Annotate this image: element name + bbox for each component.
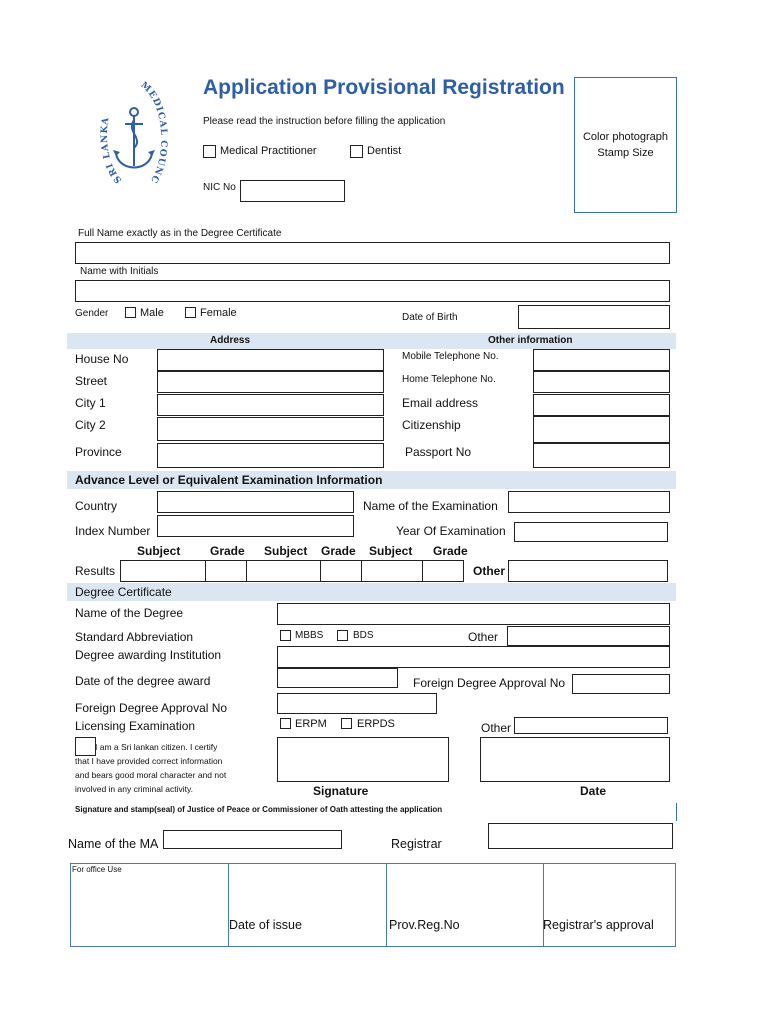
results-label: Results <box>75 564 116 578</box>
office-use-label: For office Use <box>72 865 122 874</box>
index-input[interactable] <box>157 515 354 537</box>
grade-header-2: Grade <box>321 544 356 558</box>
citizenship-input[interactable] <box>533 416 670 443</box>
photo-box <box>574 77 677 213</box>
home-phone-input[interactable] <box>533 371 670 393</box>
dentist-checkbox[interactable] <box>350 145 363 158</box>
dob-input[interactable] <box>518 305 670 329</box>
erpds-label: ERPDS <box>357 718 395 730</box>
gender-label: Gender <box>75 308 109 319</box>
degree-name-input[interactable] <box>277 603 670 625</box>
house-no-input[interactable] <box>157 349 384 371</box>
date-of-issue-label: Date of issue <box>229 918 302 932</box>
other-info-heading: Other information <box>488 335 573 346</box>
office-divider-3 <box>543 864 544 946</box>
full-name-label: Full Name exactly as in the Degree Certificate <box>78 228 282 239</box>
foreign-approval-input-left[interactable] <box>277 693 437 714</box>
female-checkbox[interactable] <box>185 307 196 318</box>
address-heading: Address <box>210 335 251 346</box>
declaration-line4: involved in any criminal activity. <box>75 784 193 794</box>
bds-label: BDS <box>353 630 374 641</box>
province-input[interactable] <box>157 443 384 468</box>
grade-2-input[interactable] <box>320 560 362 582</box>
citizenship-label: Citizenship <box>402 418 461 432</box>
mobile-label: Mobile Telephone No. <box>402 351 499 362</box>
city2-input[interactable] <box>157 417 384 441</box>
signature-box[interactable] <box>277 737 449 782</box>
email-input[interactable] <box>533 394 670 416</box>
svg-text:MEDICAL COUNCIL: MEDICAL COUNC <box>138 80 169 186</box>
subject-3-input[interactable] <box>361 560 423 582</box>
divider <box>676 803 677 821</box>
mbbs-label: MBBS <box>295 630 324 641</box>
passport-label: Passport No <box>405 445 472 459</box>
licensing-other-label: Other <box>481 721 512 735</box>
city1-label: City 1 <box>75 396 106 410</box>
jp-note: Signature and stamp(seal) of Justice of Peace or Commissioner of Oath attesting the application <box>75 805 443 814</box>
subject-header-1: Subject <box>137 544 181 558</box>
female-label: Female <box>200 307 237 319</box>
photo-line1: Color photograph <box>582 131 668 143</box>
declaration-checkbox[interactable] <box>75 737 96 756</box>
bds-checkbox[interactable] <box>337 630 348 641</box>
country-label: Country <box>75 499 118 513</box>
registrar-input[interactable] <box>488 823 673 849</box>
nic-input[interactable] <box>240 180 345 202</box>
province-label: Province <box>75 445 122 459</box>
office-use-table <box>70 863 676 947</box>
grade-header-3: Grade <box>433 544 468 558</box>
ma-name-input[interactable] <box>163 830 342 849</box>
registrar-approval-label: Registrar's approval <box>543 918 654 932</box>
declaration-line2: that I have provided correct information <box>75 756 223 766</box>
abbr-other-label: Other <box>468 630 499 644</box>
subject-1-input[interactable] <box>120 560 206 582</box>
abbr-label: Standard Abbreviation <box>75 630 194 644</box>
office-divider-2 <box>386 864 387 946</box>
registrar-label: Registrar <box>391 837 442 851</box>
full-name-input[interactable] <box>75 242 670 264</box>
address-band <box>67 333 676 349</box>
results-other-label: Other <box>473 564 506 578</box>
institution-input[interactable] <box>277 646 670 668</box>
house-no-label: House No <box>75 352 129 366</box>
male-checkbox[interactable] <box>125 307 136 318</box>
year-input[interactable] <box>514 522 668 542</box>
degree-name-label: Name of the Degree <box>75 606 184 620</box>
anchor-icon <box>100 80 170 192</box>
signature-label: Signature <box>313 784 369 798</box>
erpm-checkbox[interactable] <box>280 718 291 729</box>
email-label: Email address <box>402 396 479 410</box>
initials-label: Name with Initials <box>80 266 159 277</box>
abbr-other-input[interactable] <box>507 626 670 646</box>
form-title: Application Provisional Registration <box>203 76 565 99</box>
exam-name-label: Name of the Examination <box>363 499 498 513</box>
date-label: Date <box>580 784 607 798</box>
street-label: Street <box>75 374 108 388</box>
subject-2-input[interactable] <box>246 560 321 582</box>
grade-header-1: Grade <box>210 544 245 558</box>
institution-label: Degree awarding Institution <box>75 648 222 662</box>
licensing-other-input[interactable] <box>514 717 668 734</box>
foreign-approval-input-right[interactable] <box>572 674 670 694</box>
street-input[interactable] <box>157 371 384 393</box>
initials-input[interactable] <box>75 280 670 302</box>
degree-heading: Degree Certificate <box>75 585 172 599</box>
council-logo <box>100 80 170 192</box>
male-label: Male <box>140 307 164 319</box>
results-other-input[interactable] <box>508 560 668 582</box>
index-label: Index Number <box>75 524 151 538</box>
medical-practitioner-label: Medical Practitioner <box>220 145 317 157</box>
declaration-line1: I am a Sri lankan citizen. I certify <box>95 742 218 752</box>
instruction-text: Please read the instruction before filling the application <box>203 116 446 127</box>
exam-name-input[interactable] <box>508 491 670 513</box>
medical-practitioner-checkbox[interactable] <box>203 145 216 158</box>
foreign-approval-label-left: Foreign Degree Approval No <box>75 701 228 715</box>
office-divider-1 <box>228 864 229 946</box>
award-date-label: Date of the degree award <box>75 674 211 688</box>
award-date-input[interactable] <box>277 668 398 688</box>
grade-1-input[interactable] <box>205 560 247 582</box>
advance-level-heading: Advance Level or Equivalent Examination Information <box>75 473 383 487</box>
dentist-label: Dentist <box>367 145 402 157</box>
foreign-approval-label-right: Foreign Degree Approval No <box>413 676 566 690</box>
city2-label: City 2 <box>75 418 106 432</box>
country-input[interactable] <box>157 491 354 513</box>
photo-line2: Stamp Size <box>597 147 654 159</box>
passport-input[interactable] <box>533 443 670 468</box>
prov-reg-label: Prov.Reg.No <box>389 918 460 932</box>
subject-header-2: Subject <box>264 544 308 558</box>
svg-text:SRI LANKA: SRI LANKA <box>100 116 125 185</box>
declaration-line3: and bears good moral character and not <box>75 770 227 780</box>
mbbs-checkbox[interactable] <box>280 630 291 641</box>
dob-label: Date of Birth <box>402 312 458 323</box>
home-phone-label: Home Telephone No. <box>402 374 496 385</box>
subject-header-3: Subject <box>369 544 413 558</box>
erpm-label: ERPM <box>295 718 327 730</box>
nic-label: NIC No <box>203 182 236 193</box>
mobile-input[interactable] <box>533 349 670 371</box>
year-label: Year Of Examination <box>396 524 506 538</box>
erpds-checkbox[interactable] <box>341 718 352 729</box>
grade-3-input[interactable] <box>422 560 464 582</box>
ma-name-label: Name of the MA <box>68 837 159 851</box>
date-box[interactable] <box>480 737 670 782</box>
licensing-label: Licensing Examination <box>75 719 196 733</box>
city1-input[interactable] <box>157 394 384 416</box>
